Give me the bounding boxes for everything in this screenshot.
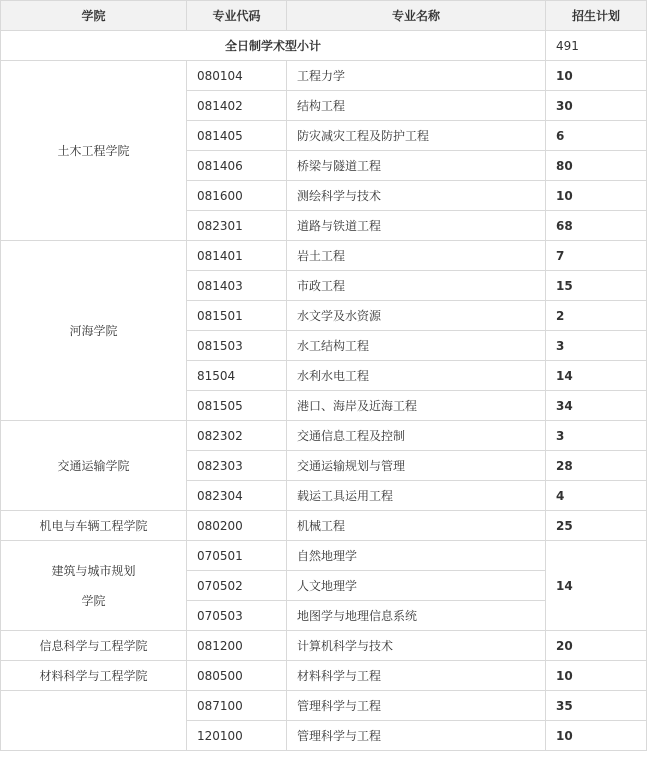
major-code: 081600 <box>187 181 287 211</box>
plan-value: 6 <box>546 121 647 151</box>
major-name: 计算机科学与技术 <box>287 631 546 661</box>
plan-value: 10 <box>546 61 647 91</box>
plan-value: 68 <box>546 211 647 241</box>
major-name: 材料科学与工程 <box>287 661 546 691</box>
table-row <box>1 511 647 541</box>
major-code: 081402 <box>187 91 287 121</box>
college-line-1: 建筑与城市规划 <box>51 563 136 578</box>
major-name: 港口、海岸及近海工程 <box>287 391 546 421</box>
plan-value: 10 <box>546 661 647 691</box>
major-code: 120100 <box>187 721 287 751</box>
major-name: 地图学与地理信息系统 <box>287 601 546 631</box>
plan-value: 15 <box>546 271 647 301</box>
major-code: 081503 <box>187 331 287 361</box>
plan-value: 14 <box>546 361 647 391</box>
major-name: 自然地理学 <box>287 541 546 571</box>
college-cell: 河海学院 <box>1 241 187 421</box>
major-code: 082302 <box>187 421 287 451</box>
plan-value: 3 <box>546 331 647 361</box>
major-code: 081406 <box>187 151 287 181</box>
college-cell: 机电与车辆工程学院 <box>1 511 187 541</box>
major-code: 081501 <box>187 301 287 331</box>
major-code: 080500 <box>187 661 287 691</box>
plan-value: 4 <box>546 481 647 511</box>
college-cell <box>1 541 187 631</box>
major-code: 082301 <box>187 211 287 241</box>
plan-value: 28 <box>546 451 647 481</box>
major-code: 087100 <box>187 691 287 721</box>
major-name: 交通运输规划与管理 <box>287 451 546 481</box>
major-name: 岩土工程 <box>287 241 546 271</box>
major-code: 080104 <box>187 61 287 91</box>
plan-value: 20 <box>546 631 647 661</box>
table-row <box>1 541 647 571</box>
major-name: 交通信息工程及控制 <box>287 421 546 451</box>
major-name: 桥梁与隧道工程 <box>287 151 546 181</box>
subtotal-value: 491 <box>546 31 647 61</box>
major-name: 载运工具运用工程 <box>287 481 546 511</box>
plan-value: 35 <box>546 691 647 721</box>
major-name: 水利水电工程 <box>287 361 546 391</box>
major-code: 070502 <box>187 571 287 601</box>
subtotal-row <box>1 31 647 61</box>
header-code: 专业代码 <box>187 1 287 31</box>
table-row <box>1 241 647 271</box>
college-cell: 材料科学与工程学院 <box>1 661 187 691</box>
plan-value: 10 <box>546 721 647 751</box>
plan-value: 3 <box>546 421 647 451</box>
major-code: 81504 <box>187 361 287 391</box>
major-name: 结构工程 <box>287 91 546 121</box>
table-row <box>1 61 647 91</box>
plan-value: 7 <box>546 241 647 271</box>
table-row <box>1 661 647 691</box>
plan-value: 14 <box>546 541 647 631</box>
plan-value: 34 <box>546 391 647 421</box>
college-cell <box>1 691 187 751</box>
college-line-2: 学院 <box>81 593 106 608</box>
college-cell: 交通运输学院 <box>1 421 187 511</box>
college-cell: 土木工程学院 <box>1 61 187 241</box>
table-row <box>1 631 647 661</box>
plan-value: 25 <box>546 511 647 541</box>
major-code: 070503 <box>187 601 287 631</box>
major-name: 管理科学与工程 <box>287 721 546 751</box>
major-code: 082303 <box>187 451 287 481</box>
major-name: 人文地理学 <box>287 571 546 601</box>
subtotal-label: 全日制学术型小计 <box>1 31 546 61</box>
header-college: 学院 <box>1 1 187 31</box>
major-code: 080200 <box>187 511 287 541</box>
plan-value: 80 <box>546 151 647 181</box>
major-name: 测绘科学与技术 <box>287 181 546 211</box>
table-row <box>1 421 647 451</box>
major-name: 机械工程 <box>287 511 546 541</box>
major-code: 070501 <box>187 541 287 571</box>
major-name: 水工结构工程 <box>287 331 546 361</box>
header-plan: 招生计划 <box>546 1 647 31</box>
plan-value: 30 <box>546 91 647 121</box>
major-name: 道路与铁道工程 <box>287 211 546 241</box>
major-name: 工程力学 <box>287 61 546 91</box>
major-name: 水文学及水资源 <box>287 301 546 331</box>
major-code: 081403 <box>187 271 287 301</box>
table-row <box>1 691 647 721</box>
major-code: 081405 <box>187 121 287 151</box>
header-row <box>1 1 647 31</box>
header-name: 专业名称 <box>287 1 546 31</box>
college-cell: 信息科学与工程学院 <box>1 631 187 661</box>
plan-value: 2 <box>546 301 647 331</box>
major-code: 081505 <box>187 391 287 421</box>
major-name: 市政工程 <box>287 271 546 301</box>
major-code: 081200 <box>187 631 287 661</box>
major-name: 防灾减灾工程及防护工程 <box>287 121 546 151</box>
major-code: 081401 <box>187 241 287 271</box>
major-name: 管理科学与工程 <box>287 691 546 721</box>
major-code: 082304 <box>187 481 287 511</box>
plan-value: 10 <box>546 181 647 211</box>
